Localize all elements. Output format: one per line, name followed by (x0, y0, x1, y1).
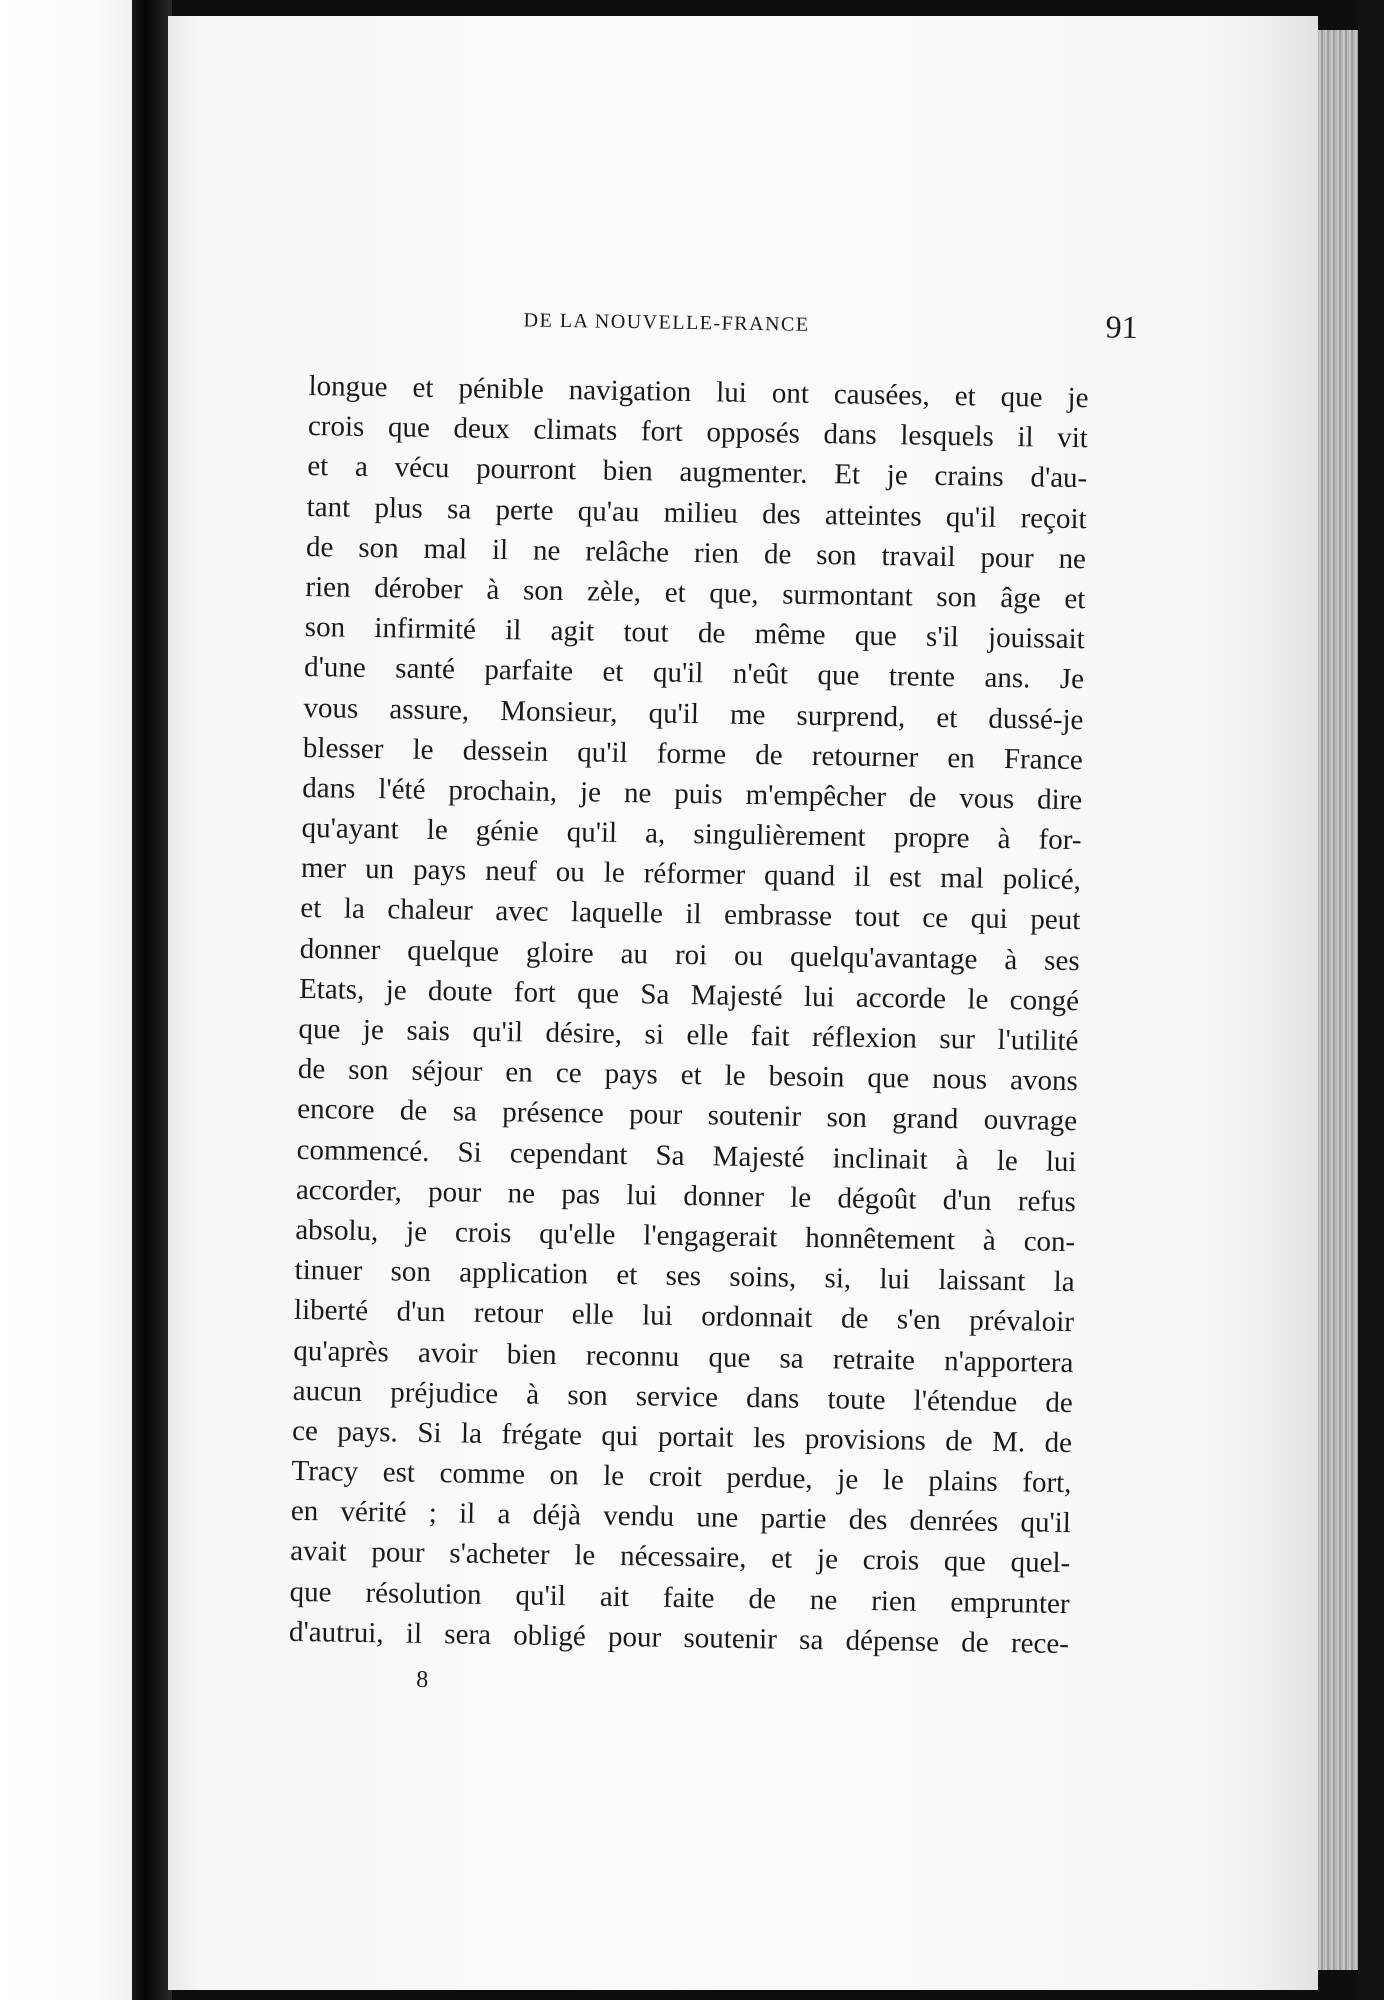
text-line: avait pour s'acheter le nécessaire, et je crois que quel- (290, 1535, 1071, 1580)
text-line: que je sais qu'il désire, si elle fait réflexion sur l'utilité (298, 1012, 1079, 1058)
text-line: d'autrui, il sera obligé pour soutenir sa dépense de rece- (288, 1615, 1070, 1660)
running-title: DE LA NOUVELLE-FRANCE (523, 309, 810, 336)
text-line: liberté d'un retour elle lui ordonnait de s'en prévaloir (293, 1294, 1075, 1339)
page-number: 91 (1105, 308, 1138, 346)
text-line: et a vécu pourront bien augmenter. Et je crains d'au- (307, 450, 1088, 495)
text-line: commencé. Si cependant Sa Majesté inclinait à le lui (296, 1133, 1077, 1178)
text-line: rien dérober à son zèle, et que, surmontant son âge et (305, 570, 1086, 616)
book-gutter (132, 0, 172, 2000)
body-text (289, 366, 1089, 1664)
text-line: blesser le dessein qu'il forme de retourner en France (302, 731, 1084, 776)
text-line: qu'ayant le génie qu'il a, singulièrement propre à for- (301, 811, 1082, 857)
scan-background-edge (1358, 0, 1384, 2000)
text-line: absolu, je crois qu'elle l'engagerait honnêtement à con- (295, 1213, 1076, 1259)
page-content (288, 296, 1190, 1706)
text-line: encore de sa présence pour soutenir son grand ouvrage (296, 1093, 1078, 1138)
text-line: tant plus sa perte qu'au milieu des atteintes qu'il reçoit (306, 490, 1087, 535)
text-line: de son mal il ne relâche rien de son travail pour ne (305, 530, 1087, 575)
text-line: Tracy est comme on le croit perdue, je le plains fort, (291, 1454, 1072, 1500)
left-facing-page-edge (0, 0, 132, 2000)
signature-mark: 8 (416, 1666, 429, 1694)
text-line: aucun préjudice à son service dans toute l'étendue de (292, 1374, 1073, 1419)
text-line: d'une santé parfaite et qu'il n'eût que trente ans. Je (303, 651, 1085, 696)
text-line: Etats, je doute fort que Sa Majesté lui accorde le congé (298, 972, 1080, 1017)
running-head (309, 296, 1190, 366)
text-line: donner quelque gloire au roi ou quelqu'avantage à ses (299, 932, 1080, 977)
page-edges-stack (1318, 30, 1358, 1970)
text-line: en vérité ; il a déjà vendu une partie des denrées qu'il (290, 1495, 1072, 1540)
text-line: qu'après avoir bien reconnu que sa retraite n'apportera (293, 1334, 1074, 1379)
text-line: de son séjour en ce pays et le besoin que nous avons (297, 1053, 1079, 1098)
text-line: mer un pays neuf ou le réformer quand il est mal policé, (300, 852, 1082, 897)
text-line: crois que deux climats fort opposés dans lesquels il vit (307, 410, 1089, 455)
text-line: tinuer son application et ses soins, si, lui laissant la (294, 1254, 1075, 1299)
text-line: accorder, pour ne pas lui donner le dégoût d'un refus (295, 1173, 1077, 1218)
book-page (168, 16, 1318, 1990)
text-line: son infirmité il agit tout de même que s'il jouissait (304, 611, 1085, 656)
text-line: ce pays. Si la frégate qui portait les provisions de M. de (291, 1414, 1073, 1459)
text-line: et la chaleur avec laquelle il embrasse tout ce qui peut (300, 892, 1081, 937)
text-line: vous assure, Monsieur, qu'il me surprend, et dussé-je (303, 691, 1084, 736)
text-line: que résolution qu'il ait faite de ne rien emprunter (289, 1575, 1070, 1620)
text-line: longue et pénible navigation lui ont causées, et que je (308, 369, 1089, 415)
text-line: dans l'été prochain, je ne puis m'empêcher de vous dire (302, 771, 1083, 817)
